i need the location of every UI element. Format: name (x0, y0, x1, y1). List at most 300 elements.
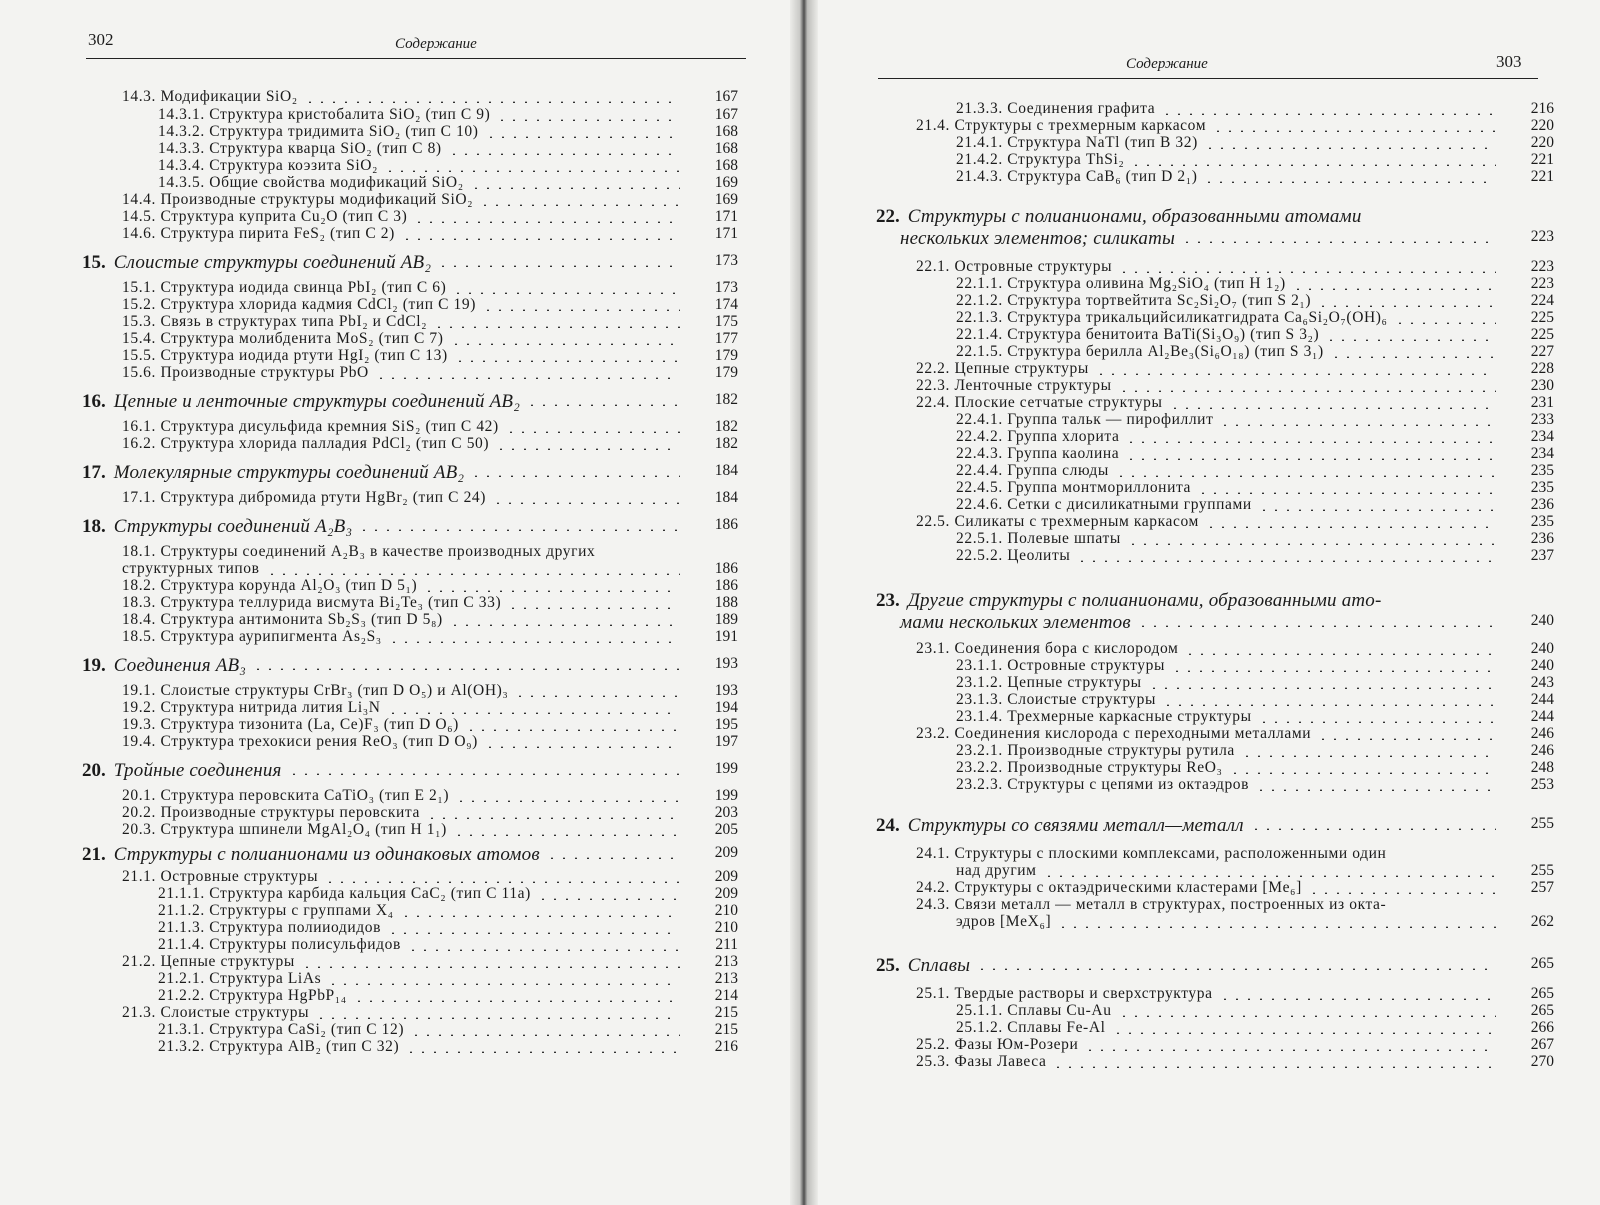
toc-entry (956, 496, 1252, 514)
page-ref: 257 (1530, 879, 1554, 896)
page-ref: 236 (1530, 496, 1554, 513)
page-ref: 248 (1530, 759, 1554, 776)
page-ref: 270 (1530, 1053, 1554, 1070)
dot-leader (1112, 1032, 1496, 1034)
chapter-number: 15. (82, 252, 106, 273)
toc-entry (122, 628, 382, 646)
page-ref: 246 (1530, 742, 1554, 759)
toc-entry (956, 275, 1286, 293)
page-ref: 231 (1530, 394, 1554, 411)
entry-title: 23.2. Соединения кислорода с переходными металлами (916, 725, 1312, 742)
chapter-number: 16. (82, 391, 106, 412)
page-ref: 265 (1530, 955, 1554, 972)
chapter-heading (876, 955, 970, 977)
toc-entry (122, 699, 381, 717)
dot-leader (375, 377, 680, 379)
entry-title: 22.3. Ленточные структуры (916, 377, 1112, 394)
toc-entry (956, 691, 1156, 709)
dot-leader (1084, 1049, 1496, 1051)
dot-leader (465, 729, 680, 731)
page-ref: 186 (714, 577, 738, 594)
page-ref: 171 (714, 225, 738, 242)
page-ref: 184 (714, 489, 738, 506)
entry-title: 15.3. Связь в структурах типа PbI₂ и CdCl₂ (122, 313, 428, 330)
entry-title: 25.1.1. Сплавы Cu-Au (956, 1002, 1112, 1019)
dot-leader (452, 292, 680, 294)
page-ref: 234 (1530, 445, 1554, 462)
entry-title: 14.3.5. Общие свойства модификаций SiO₂ (158, 174, 464, 191)
entry-title: 25.2. Фазы Юм-Розери (916, 1036, 1079, 1053)
page-ref: 173 (714, 252, 738, 269)
dot-leader (358, 529, 680, 531)
page-ref: 234 (1530, 428, 1554, 445)
toc-entry (956, 100, 1155, 118)
page-ref: 215 (714, 1021, 738, 1038)
dot-leader (1203, 181, 1496, 183)
toc-entry (956, 862, 1037, 880)
dot-leader (288, 773, 680, 775)
page-ref: 221 (1530, 151, 1554, 168)
page-ref: 184 (714, 462, 738, 479)
entry-title: 21.1. Островные структуры (122, 868, 319, 885)
chapter-number: 21. (82, 844, 106, 865)
page-ref: 224 (1530, 292, 1554, 309)
entry-title: 18.3. Структура теллурида висмута Bi₂Te₃ (тип C 33) (122, 594, 502, 611)
dot-leader (470, 187, 680, 189)
entry-title: 24.2. Структуры с октаэдрическими кластерами [Me₆] (916, 879, 1302, 896)
chapter-heading (876, 206, 1362, 228)
page-ref: 235 (1530, 513, 1554, 530)
entry-title: 21.1.3. Структура полииодидов (158, 919, 382, 936)
dot-leader (479, 204, 680, 206)
page-ref: 193 (714, 655, 738, 672)
toc-entry (158, 987, 347, 1005)
page-ref: 225 (1530, 326, 1554, 343)
header-rule (878, 78, 1538, 79)
entry-title: 20.1. Структура перовскита CaTiO₃ (тип E 2₁) (122, 787, 450, 804)
entry-title: 21.4. Структуры с трехмерным каркасом (916, 117, 1207, 134)
dot-leader (1325, 339, 1496, 341)
entry-title: 17.1. Структура дибромида ртути HgBr₂ (тип C 24) (122, 489, 487, 506)
entry-title: 22.1.5. Структура берилла Al₂Be₃(Si₆O₁₈) (тип S 3₁) (956, 343, 1324, 360)
page-ref: 216 (1530, 100, 1554, 117)
dot-leader (449, 624, 680, 626)
page-ref: 235 (1530, 462, 1554, 479)
entry-title: 23.1. Соединения бора с кислородом (916, 640, 1179, 657)
toc-entry (916, 377, 1112, 395)
page-ref: 188 (714, 594, 738, 611)
entry-title: 22.4.3. Группа каолина (956, 445, 1120, 462)
entry-title: 22.1.2. Структура тортвейтита Sc₂Si₂O₇ (тип S 2₁) (956, 292, 1312, 309)
book-gutter (790, 0, 818, 1205)
dot-leader (252, 668, 680, 670)
page-ref: 209 (714, 885, 738, 902)
toc-entry (956, 759, 1223, 777)
page-ref: 179 (714, 347, 738, 364)
page-ref: 243 (1530, 674, 1554, 691)
page-ref: 171 (714, 208, 738, 225)
dot-leader (387, 712, 680, 714)
dot-leader (1394, 322, 1496, 324)
entry-title: 25.1. Твердые растворы и сверхструктура (916, 985, 1213, 1002)
entry-title: 22.1.1. Структура оливина Mg₂SiO₄ (тип H 1₂) (956, 275, 1286, 292)
toc-entry (916, 360, 1089, 378)
toc-entry (122, 435, 489, 453)
toc-entry (956, 326, 1319, 344)
entry-title: 22.2. Цепные структуры (916, 360, 1089, 377)
toc-entry (956, 530, 1121, 548)
entry-title: 21.3.2. Структура AlB₂ (тип C 32) (158, 1038, 400, 1055)
entry-title: 23.2.3. Структуры с цепями из октаэдров (956, 776, 1250, 793)
toc-entry (956, 479, 1191, 497)
dot-leader (1219, 998, 1496, 1000)
page-ref: 240 (1530, 657, 1554, 674)
chapter-heading (82, 655, 246, 677)
toc-entry (122, 296, 476, 314)
toc-entry (956, 428, 1119, 446)
dot-leader (1127, 543, 1496, 545)
page-ref: 246 (1530, 725, 1554, 742)
toc-entry (916, 258, 1112, 276)
page-ref: 194 (714, 699, 738, 716)
page-ref: 169 (714, 174, 738, 191)
dot-leader (1118, 390, 1496, 392)
dot-leader (1204, 147, 1496, 149)
entry-title: 14.3.2. Структура тридимита SiO₂ (тип C 10) (158, 123, 479, 140)
page-ref: 175 (714, 313, 738, 330)
toc-entry (916, 845, 1386, 863)
dot-leader (454, 360, 680, 362)
chapter-heading (876, 815, 1244, 837)
page-ref: 186 (714, 516, 738, 533)
toc-entry (956, 309, 1388, 327)
entry-title: 15.6. Производные структуры PbO (122, 364, 369, 381)
dot-leader (450, 343, 680, 345)
toc-entry (956, 151, 1124, 169)
dot-leader (433, 326, 680, 328)
chapter-heading (82, 252, 431, 274)
entry-title: 22.5.1. Полевые шпаты (956, 530, 1121, 547)
dot-leader (1308, 892, 1496, 894)
toc-entry (916, 394, 1163, 412)
dot-leader (505, 431, 680, 433)
page-ref: 203 (714, 804, 738, 821)
dot-leader (1229, 772, 1496, 774)
page-ref: 227 (1530, 343, 1554, 360)
page-ref: 186 (714, 560, 738, 577)
dot-leader (1255, 789, 1496, 791)
dot-leader (400, 915, 680, 917)
entry-title: 22.4.1. Группа тальк — пирофиллит (956, 411, 1214, 428)
entry-title: 21.2.1. Структура LiAs (158, 970, 322, 987)
dot-leader (1161, 113, 1496, 115)
dot-leader (526, 404, 680, 406)
toc-entry (956, 776, 1249, 794)
entry-title: 14.3.4. Структура коэзита SiO₂ (158, 157, 379, 174)
dot-leader (1115, 475, 1496, 477)
toc-entry (158, 902, 394, 920)
entry-title: 15.1. Структура иодида свинца PbI₂ (тип C 6) (122, 279, 447, 296)
page-ref: 244 (1530, 691, 1554, 708)
page-ref: 215 (714, 1004, 738, 1021)
running-head: Содержание (395, 36, 477, 52)
chapter-heading (876, 590, 1382, 612)
header-rule (86, 58, 746, 59)
dot-leader (1317, 305, 1496, 307)
toc-entry (956, 1002, 1112, 1020)
entry-title: 23.2.2. Производные структуры ReO₃ (956, 759, 1223, 776)
page-ref: 214 (714, 987, 738, 1004)
toc-entry (956, 657, 1165, 675)
page-ref: 223 (1530, 258, 1554, 275)
dot-leader (1250, 828, 1496, 830)
page-ref: 211 (715, 936, 738, 953)
entry-title: Тройные соединения (113, 760, 282, 781)
chapter-number: 25. (876, 955, 900, 976)
entry-title: Структуры с полианионами из одинаковых атомов (113, 844, 540, 865)
entry-title: 16.2. Структура хлорида палладия PdCl₂ (тип C 50) (122, 435, 490, 452)
page-ref: 223 (1530, 228, 1554, 245)
page-ref: 182 (714, 435, 738, 452)
toc-entry (956, 1019, 1106, 1037)
entry-title: 15.4. Структура молибденита MoS₂ (тип C 7) (122, 330, 444, 347)
dot-leader (1171, 670, 1496, 672)
page-ref: 168 (714, 140, 738, 157)
running-head: Содержание (1126, 56, 1208, 72)
toc-entry (158, 174, 464, 192)
page-ref: 255 (1530, 862, 1554, 879)
dot-leader (1130, 164, 1496, 166)
entry-title: 23.1.4. Трехмерные каркасные структуры (956, 708, 1252, 725)
chapter-number: 19. (82, 655, 106, 676)
dot-leader (410, 1034, 680, 1036)
page-ref: 244 (1530, 708, 1554, 725)
dot-leader (1076, 560, 1496, 562)
chapter-number: 18. (82, 516, 106, 537)
page-ref: 262 (1530, 913, 1554, 930)
toc-entry (900, 612, 1131, 634)
dot-leader (492, 502, 680, 504)
dot-leader (327, 983, 680, 985)
chapter-heading (82, 760, 282, 782)
toc-entry (956, 913, 1051, 931)
dot-leader (537, 898, 680, 900)
dot-leader (315, 1017, 680, 1019)
entry-title: 19.1. Слоистые структуры CrBr₃ (тип D O₅) и Al(OH)₃ (122, 682, 509, 699)
toc-entry (122, 953, 295, 971)
dot-leader (1118, 271, 1496, 273)
dot-leader (546, 857, 680, 859)
toc-entry (956, 462, 1109, 480)
page-ref: 240 (1530, 640, 1554, 657)
toc-entry (122, 821, 447, 839)
page-ref: 167 (714, 106, 738, 123)
dot-leader (413, 221, 680, 223)
toc-entry (122, 279, 446, 297)
page-ref: 177 (714, 330, 738, 347)
toc-entry (158, 106, 490, 124)
toc-entry (956, 343, 1324, 361)
entry-title: над другим (956, 862, 1037, 879)
entry-title: Сплавы (907, 955, 971, 976)
page-ref: 253 (1530, 776, 1554, 793)
page-ref: 228 (1530, 360, 1554, 377)
page-ref: 189 (714, 611, 738, 628)
entry-title: 19.2. Структура нитрида лития Li₃N (122, 699, 381, 716)
dot-leader (1258, 509, 1496, 511)
toc-entry (956, 742, 1235, 760)
dot-leader (1219, 424, 1496, 426)
page-ref: 191 (714, 628, 738, 645)
toc-entry (122, 560, 260, 578)
toc-entry (122, 804, 420, 822)
page-ref: 199 (714, 787, 738, 804)
page-ref: 223 (1530, 275, 1554, 292)
entry-title: 21.3. Слоистые структуры (122, 1004, 310, 1021)
page-ref: 182 (714, 391, 738, 408)
page-ref: 213 (714, 953, 738, 970)
entry-title: 18.1. Структуры соединений A₂B₃ в качестве производных других (122, 543, 596, 560)
toc-entry (122, 682, 508, 700)
dot-leader (1137, 625, 1496, 627)
entry-title: мами нескольких элементов (900, 612, 1131, 633)
dot-leader (1205, 526, 1496, 528)
entry-title: 22.5.2. Цеолиты (956, 547, 1071, 564)
dot-leader (1258, 721, 1496, 723)
entry-title: Соединения AB₃ (113, 655, 247, 676)
dot-leader (453, 834, 680, 836)
entry-title: 16.1. Структура дисульфида кремния SiS₂ (тип C 42) (122, 418, 499, 435)
page-ref: 221 (1530, 168, 1554, 185)
toc-entry (916, 1036, 1078, 1054)
entry-title: 21.1.4. Структуры полисульфидов (158, 936, 401, 953)
toc-entry (122, 577, 417, 595)
entry-title: Молекулярные структуры соединений AB₂ (113, 462, 465, 483)
dot-leader (387, 932, 680, 934)
dot-leader (437, 265, 680, 267)
chapter-heading (82, 844, 540, 866)
toc-entry (122, 191, 473, 209)
page-ref: 195 (714, 716, 738, 733)
toc-entry (956, 134, 1198, 152)
entry-title: 14.5. Структура куприта Cu₂O (тип C 3) (122, 208, 408, 225)
toc-entry (122, 225, 395, 243)
dot-leader (353, 1000, 680, 1002)
entry-title: 14.3.3. Структура кварца SiO₂ (тип C 8) (158, 140, 442, 157)
page-ref: 168 (714, 157, 738, 174)
dot-leader (484, 746, 680, 748)
dot-leader (1052, 1066, 1496, 1068)
page-ref: 173 (714, 279, 738, 296)
dot-leader (1148, 687, 1496, 689)
dot-leader (470, 475, 680, 477)
entry-title: 22.4.6. Сетки с дисиликатными группами (956, 496, 1252, 513)
dot-leader (405, 1051, 680, 1053)
toc-entry (956, 674, 1142, 692)
dot-leader (495, 448, 680, 450)
chapter-number: 22. (876, 206, 900, 227)
dot-leader (1317, 738, 1496, 740)
entry-title: 14.3. Модификации SiO₂ (122, 88, 298, 105)
toc-entry (122, 611, 443, 629)
toc-entry (916, 985, 1213, 1003)
chapter-number: 23. (876, 590, 900, 611)
toc-entry (122, 733, 478, 751)
toc-entry (122, 208, 407, 226)
page-ref: 209 (714, 868, 738, 885)
toc-entry (158, 1038, 399, 1056)
dot-leader (482, 309, 680, 311)
dot-leader (448, 153, 680, 155)
dot-leader (1181, 241, 1496, 243)
dot-leader (1095, 373, 1496, 375)
toc-entry (956, 547, 1070, 565)
dot-leader (401, 238, 680, 240)
page-ref: 199 (714, 760, 738, 777)
chapter-heading (82, 516, 352, 538)
dot-leader (1125, 458, 1496, 460)
toc-entry (916, 513, 1199, 531)
page-ref: 210 (714, 902, 738, 919)
page-ref: 267 (1530, 1036, 1554, 1053)
entry-title: Структуры соединений A₂B₃ (113, 516, 353, 537)
dot-leader (304, 101, 680, 103)
toc-entry (122, 543, 595, 561)
entry-title: 14.3.1. Структура кристобалита SiO₂ (тип C 9) (158, 106, 491, 123)
entry-title: 21.2.2. Структура HgPbP₁₄ (158, 987, 347, 1004)
toc-entry (122, 489, 486, 507)
toc-entry (916, 725, 1311, 743)
entry-title: 22.4.5. Группа монтмориллонита (956, 479, 1192, 496)
page-ref: 265 (1530, 985, 1554, 1002)
dot-leader (1184, 653, 1496, 655)
entry-title: 14.4. Производные структуры модификаций SiO₂ (122, 191, 474, 208)
page-ref: 205 (714, 821, 738, 838)
left-page (0, 0, 790, 1205)
toc-entry (122, 868, 318, 886)
toc-entry (122, 313, 427, 331)
right-page (818, 0, 1600, 1205)
dot-leader (496, 119, 680, 121)
entry-title: 25.1.2. Сплавы Fe-Al (956, 1019, 1106, 1036)
toc-entry (158, 919, 381, 937)
entry-title: 21.2. Цепные структуры (122, 953, 295, 970)
dot-leader (1197, 492, 1496, 494)
entry-title: структурных типов (122, 560, 260, 577)
page-ref: 220 (1530, 117, 1554, 134)
chapter-number: 17. (82, 462, 106, 483)
page-ref: 236 (1530, 530, 1554, 547)
dot-leader (1330, 356, 1496, 358)
toc-entry (900, 228, 1175, 250)
toc-entry (916, 879, 1302, 897)
dot-leader (384, 170, 680, 172)
dot-leader (1212, 130, 1496, 132)
entry-title: нескольких элементов; силикаты (900, 228, 1176, 249)
toc-entry (158, 885, 531, 903)
toc-entry (122, 1004, 309, 1022)
entry-title: 21.4.3. Структура CaB₆ (тип D 2₁) (956, 168, 1198, 185)
toc-entry (158, 157, 378, 175)
entry-title: 19.3. Структура тизонита (La, Ce)F₃ (тип D O₆) (122, 716, 459, 733)
page-ref: 230 (1530, 377, 1554, 394)
dot-leader (388, 641, 680, 643)
entry-title: 21.3.3. Соединения графита (956, 100, 1156, 117)
toc-entry (158, 970, 321, 988)
entry-title: Цепные и ленточные структуры соединений AB₂ (113, 391, 521, 412)
entry-title: 14.6. Структура пирита FeS₂ (тип C 2) (122, 225, 395, 242)
dot-leader (455, 800, 680, 802)
